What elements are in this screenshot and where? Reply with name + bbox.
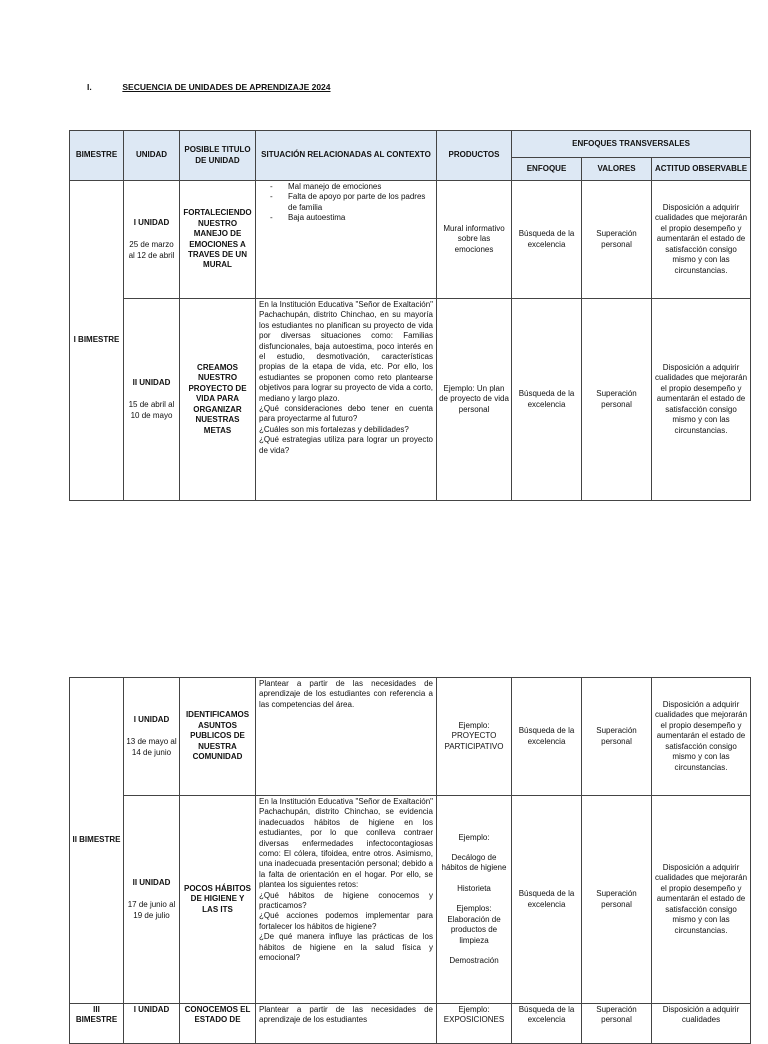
unidad-fecha: 25 de marzo al 12 de abril	[128, 240, 175, 260]
titulo-cell: CREAMOS NUESTRO PROYECTO DE VIDA PARA ORGANIZAR NUESTRAS METAS	[180, 299, 256, 501]
producto-line: Decálogo de hábitos de higiene	[441, 853, 507, 873]
producto-line: Ejemplo:	[458, 832, 490, 842]
unidad-name: II UNIDAD	[132, 377, 171, 387]
list-item: - Baja autoestima	[288, 213, 434, 223]
valores-cell: Superación personal	[582, 1004, 652, 1044]
bimestre-cell: II BIMESTRE	[70, 678, 124, 1004]
situacion-question: ¿Qué acciones podemos implementar para fortalecer los hábitos de higiene?	[259, 911, 433, 931]
valores-cell: Superación personal	[582, 796, 652, 1004]
enfoque-cell: Búsqueda de la excelencia	[512, 1004, 582, 1044]
situacion-cell	[256, 181, 437, 299]
header-titulo: POSIBLE TITULO DE UNIDAD	[180, 131, 256, 181]
situacion-cell: Plantear a partir de las necesidades de aprendizaje de los estudiantes	[256, 1004, 437, 1044]
unidad-cell	[124, 299, 180, 501]
unidad-name: II UNIDAD	[132, 877, 171, 887]
header-productos: PRODUCTOS	[437, 131, 512, 181]
situacion-cell	[256, 796, 437, 1004]
header-situacion: SITUACIÓN RELACIONADAS AL CONTEXTO	[256, 131, 437, 181]
actitud-cell: Disposición a adquirir cualidades	[652, 1004, 751, 1044]
situacion-cell: Plantear a partir de las necesidades de aprendizaje de los estudiantes con referencia a las competencias del área.	[256, 678, 437, 796]
table-row	[70, 181, 751, 299]
units-table-1	[69, 130, 751, 501]
section-heading	[87, 82, 331, 92]
section-title: SECUENCIA DE UNIDADES DE APRENDIZAJE 2024	[122, 82, 331, 92]
header-actitud: ACTITUD OBSERVABLE	[652, 158, 751, 181]
situacion-list	[258, 182, 434, 224]
titulo-cell: POCOS HÁBITOS DE HIGIENE Y LAS ITS	[180, 796, 256, 1004]
unidad-name: I UNIDAD	[124, 1004, 180, 1044]
valores-cell: Superación personal	[582, 181, 652, 299]
enfoque-cell: Búsqueda de la excelencia	[512, 181, 582, 299]
unidad-name: I UNIDAD	[133, 714, 170, 724]
enfoque-cell: Búsqueda de la excelencia	[512, 678, 582, 796]
enfoque-cell: Búsqueda de la excelencia	[512, 299, 582, 501]
titulo-cell: IDENTIFICAMOS ASUNTOS PUBLICOS DE NUESTRA COMUNIDAD	[180, 678, 256, 796]
actitud-cell: Disposición a adquirir cualidades que mejorarán el propio desempeño y aumentarán el estado de satisfacción consigo mismo y con las circunstancias.	[652, 181, 751, 299]
units-table-2	[69, 677, 751, 1044]
unidad-cell	[124, 796, 180, 1004]
situacion-question: ¿Qué consideraciones debo tener en cuenta para proyectarme al futuro?	[259, 404, 433, 424]
valores-cell: Superación personal	[582, 678, 652, 796]
enfoque-cell: Búsqueda de la excelencia	[512, 796, 582, 1004]
situacion-cell	[256, 299, 437, 501]
producto-line: Demostración	[449, 955, 499, 965]
table-row	[70, 796, 751, 1004]
section-number: I.	[87, 82, 92, 92]
table-row	[70, 678, 751, 796]
unidad-fecha: 17 de junio al 19 de julio	[127, 900, 176, 920]
producto-cell: Ejemplo: EXPOSICIONES	[437, 1004, 512, 1044]
situacion-text: En la Institución Educativa "Señor de Exaltación" Pachachupán, distrito Chinchao, se evidencia inadecuados hábitos de higiene en los estudiantes, por lo que conlleva contraer diversas enfermedades infectocontagiosas como: El cólera, tifoidea, entre otros. Asimismo, una inadecuada presentación personal; debido a la falta de orientación en el hogar. Por ello, se plantea los siguientes retos:	[259, 797, 433, 890]
unidad-fecha: 15 de abril al 10 de mayo	[128, 400, 175, 420]
titulo-cell: CONOCEMOS EL ESTADO DE	[180, 1004, 256, 1044]
producto-cell: Ejemplo: Un plan de proyecto de vida personal	[437, 299, 512, 501]
header-unidad: UNIDAD	[124, 131, 180, 181]
situacion-question: ¿De qué manera influye las prácticas de los hábitos de higiene en la salud física y emocional?	[259, 932, 433, 963]
list-item: - Mal manejo de emociones	[288, 182, 434, 192]
producto-cell	[437, 796, 512, 1004]
producto-cell: Ejemplo: PROYECTO PARTICIPATIVO	[437, 678, 512, 796]
producto-cell: Mural informativo sobre las emociones	[437, 181, 512, 299]
table-row	[70, 299, 751, 501]
actitud-cell: Disposición a adquirir cualidades que mejorarán el propio desempeño y aumentarán el estado de satisfacción consigo mismo y con las circunstancias.	[652, 299, 751, 501]
titulo-cell: FORTALECIENDO NUESTRO MANEJO DE EMOCIONES A TRAVES DE UN MURAL	[180, 181, 256, 299]
situacion-question: ¿Qué estrategias utiliza para lograr un proyecto de vida?	[259, 435, 433, 455]
unidad-fecha: 13 de mayo al 14 de junio	[126, 737, 177, 757]
list-item: - Falta de apoyo por parte de los padres de familia	[288, 192, 434, 213]
situacion-question: ¿Cuáles son mis fortalezas y debilidades?	[259, 424, 409, 434]
situacion-question: ¿Qué hábitos de higiene conocemos y practicamos?	[259, 890, 433, 911]
unidad-name: I UNIDAD	[133, 217, 170, 227]
header-bimestre: BIMESTRE	[70, 131, 124, 181]
bimestre-cell: I BIMESTRE	[70, 181, 124, 501]
header-enfoques-transversales: ENFOQUES TRANSVERSALES	[512, 131, 751, 158]
producto-line: Ejemplos: Elaboración de productos de limpieza	[447, 904, 501, 945]
actitud-cell: Disposición a adquirir cualidades que mejorarán el propio desempeño y aumentarán el estado de satisfacción consigo mismo y con las circunstancias.	[652, 678, 751, 796]
unidad-cell	[124, 678, 180, 796]
producto-line: Historieta	[457, 883, 491, 893]
unidad-cell	[124, 181, 180, 299]
header-valores: VALORES	[582, 158, 652, 181]
actitud-cell: Disposición a adquirir cualidades que mejorarán el propio desempeño y aumentarán el estado de satisfacción consigo mismo y con las circunstancias.	[652, 796, 751, 1004]
bimestre-cell: III BIMESTRE	[70, 1004, 124, 1044]
header-enfoque: ENFOQUE	[512, 158, 582, 181]
valores-cell: Superación personal	[582, 299, 652, 501]
situacion-text: En la Institución Educativa "Señor de Exaltación" Pachachupán, distrito Chinchao, en su mayoría los estudiantes no planifican su proyecto de vida por diversas situaciones como: Familias disfuncionales, baja autoestima, poco interés en el estudio, desmotivación, características propias de la etapa de vida, etc. Por ello, los estudiantes se proponen como reto plantearse objetivos para lograr su proyecto de vida a corto, mediano y largo plazo.	[259, 300, 433, 403]
